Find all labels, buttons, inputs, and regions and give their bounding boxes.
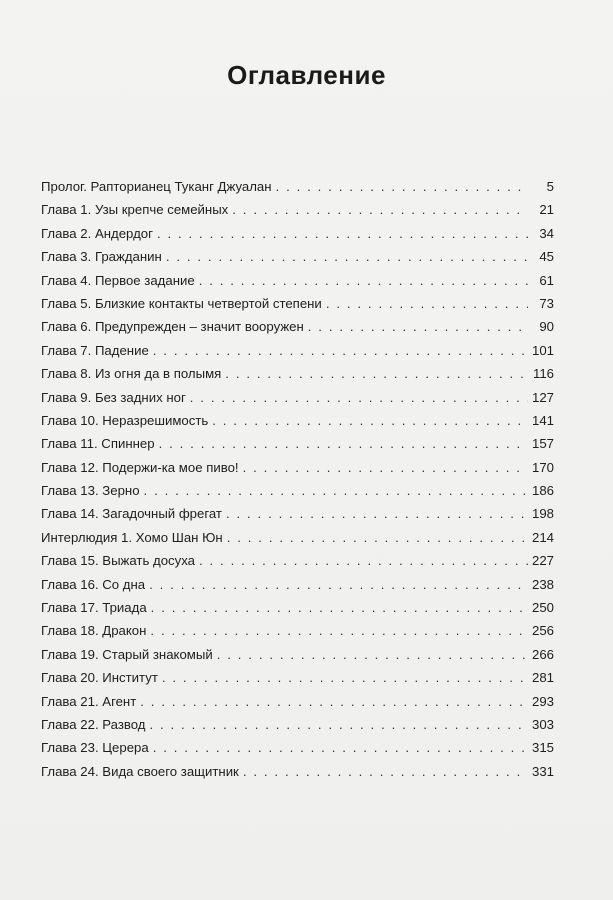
toc-entry-title: Глава 16. Со дна [41,576,146,592]
toc-entry-page-number: 127 [531,389,554,405]
toc-entry-title: Глава 2. Андердог [41,225,153,241]
toc-leader-dots [153,736,528,759]
toc-entry-page-number: 116 [532,366,554,382]
toc-entry [41,549,554,572]
toc-entry [41,573,554,596]
toc-entry-page-number: 45 [539,249,554,265]
toc-entry-page-number: 250 [531,600,554,616]
toc-entry-title: Глава 10. Неразрешимость [41,412,209,428]
toc-entry [41,222,554,245]
toc-entry-title: Интерлюдия 1. Хомо Шан Юн [41,529,223,545]
toc-leader-dots [149,713,528,736]
toc-leader-dots [308,315,528,338]
toc-leader-dots [140,690,528,713]
toc-entry [41,666,554,689]
toc-entry-page-number: 198 [531,506,554,522]
toc-entry [41,175,554,198]
toc-entry-title: Глава 8. Из огня да в полымя [41,366,222,382]
toc-entry-title: Глава 4. Первое задание [41,272,195,288]
toc-entry [41,315,554,338]
toc-entry-title: Глава 15. Выжать досуха [41,553,195,569]
toc-entry-title: Глава 14. Загадочный фрегат [41,506,222,522]
toc-entry-page-number: 315 [531,740,554,756]
toc-entry [41,339,554,362]
toc-leader-dots [217,643,528,666]
toc-leader-dots [153,339,528,362]
toc-entry-page-number: 73 [539,295,554,311]
toc-entry [41,690,554,713]
toc-leader-dots [243,760,528,783]
toc-entry-title: Глава 5. Близкие контакты четвертой степени [41,295,322,311]
toc-entry [41,526,554,549]
toc-entry [41,713,554,736]
toc-leader-dots [212,409,528,432]
toc-leader-dots [159,432,528,455]
toc-leader-dots [151,596,528,619]
table-of-contents [41,175,554,783]
toc-leader-dots [149,573,528,596]
toc-entry-title: Глава 22. Развод [41,716,146,732]
toc-entry [41,643,554,666]
toc-entry-title: Глава 24. Вида своего защитник [41,763,239,779]
toc-entry [41,619,554,642]
toc-leader-dots [190,386,528,409]
toc-entry-page-number: 61 [539,272,554,288]
toc-leader-dots [144,479,528,502]
toc-entry-title: Глава 12. Подержи-ка мое пиво! [41,459,239,475]
toc-entry [41,292,554,315]
toc-leader-dots [150,619,528,642]
toc-entry-page-number: 266 [531,646,554,662]
toc-entry [41,596,554,619]
toc-entry [41,409,554,432]
toc-entry-title: Глава 9. Без задних ног [41,389,186,405]
toc-entry [41,386,554,409]
toc-entry-page-number: 157 [531,436,554,452]
toc-leader-dots [276,175,528,198]
toc-entry-title: Пролог. Рапторианец Туканг Джуалан [41,179,272,194]
toc-entry-title: Глава 19. Старый знакомый [41,646,213,662]
page-title: Оглавление [227,60,386,90]
toc-leader-dots [157,222,528,245]
toc-leader-dots [232,198,528,221]
toc-entry [41,760,554,783]
toc-entry-title: Глава 7. Падение [41,342,149,358]
toc-entry-page-number: 256 [531,623,554,639]
toc-entry-title: Глава 20. Институт [41,670,158,686]
toc-entry-title: Глава 1. Узы крепче семейных [41,202,229,218]
toc-entry-title: Глава 18. Дракон [41,623,147,639]
toc-entry-page-number: 227 [531,553,554,569]
toc-entry-page-number: 331 [531,763,554,779]
toc-entry-page-number: 34 [539,225,554,241]
toc-entry-page-number: 170 [531,459,554,475]
toc-entry [41,362,554,385]
toc-entry-page-number: 101 [531,342,554,358]
toc-leader-dots [199,549,528,572]
toc-leader-dots [162,666,528,689]
toc-entry-title: Глава 6. Предупрежден – значит вооружен [41,319,304,335]
toc-leader-dots [243,456,528,479]
toc-entry-title: Глава 11. Спиннер [41,436,155,452]
toc-leader-dots [166,245,528,268]
toc-entry [41,456,554,479]
toc-entry [41,736,554,759]
toc-leader-dots [199,269,528,292]
toc-entry [41,245,554,268]
toc-leader-dots [227,526,528,549]
toc-entry-title: Глава 21. Агент [41,693,137,709]
toc-leader-dots [225,362,528,385]
toc-entry-page-number: 5 [546,179,554,194]
toc-entry-page-number: 281 [531,670,554,686]
toc-entry [41,479,554,502]
toc-entry-page-number: 238 [531,576,554,592]
toc-entry [41,432,554,455]
toc-entry-page-number: 303 [531,716,554,732]
toc-entry-title: Глава 3. Гражданин [41,249,162,265]
toc-entry [41,502,554,525]
toc-entry-title: Глава 13. Зерно [41,483,140,499]
toc-entry-page-number: 186 [531,483,554,499]
toc-entry-page-number: 141 [531,412,554,428]
toc-entry-page-number: 293 [531,693,554,709]
toc-leader-dots [226,502,528,525]
toc-entry-title: Глава 17. Триада [41,600,147,616]
toc-entry [41,269,554,292]
toc-entry-page-number: 21 [539,202,554,218]
toc-entry-page-number: 214 [531,529,554,545]
toc-entry-title: Глава 23. Церера [41,740,149,756]
toc-entry [41,198,554,221]
toc-leader-dots [326,292,528,315]
toc-entry-page-number: 90 [539,319,554,335]
